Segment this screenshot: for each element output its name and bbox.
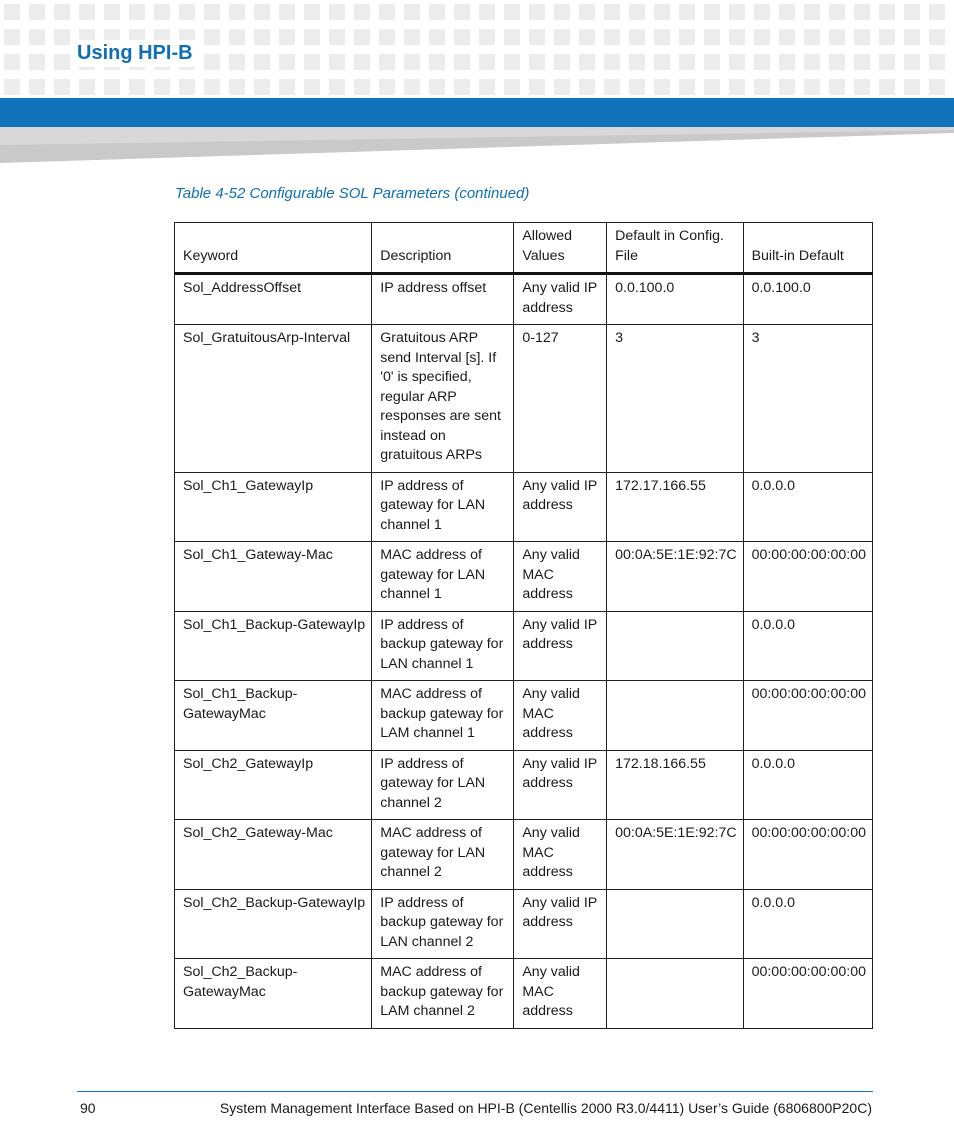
table-row	[175, 889, 873, 959]
table-cell: MAC address of gateway for LAN channel 1	[372, 542, 514, 612]
table-cell: Sol_Ch2_Backup-GatewayIp	[175, 889, 372, 959]
table-cell: Sol_Ch1_Gateway-Mac	[175, 542, 372, 612]
column-header: Built-in Default	[743, 223, 872, 274]
table-cell: Any valid IP address	[514, 750, 607, 820]
table-cell: 3	[743, 325, 872, 473]
table-cell: Any valid IP address	[514, 472, 607, 542]
table-cell: IP address of gateway for LAN channel 1	[372, 472, 514, 542]
table-cell: Sol_Ch1_Backup-GatewayIp	[175, 611, 372, 681]
table-cell: 0.0.0.0	[743, 472, 872, 542]
column-header: Allowed Values	[514, 223, 607, 274]
table-cell	[607, 959, 743, 1029]
table-cell: Any valid MAC address	[514, 542, 607, 612]
table-cell: IP address of backup gateway for LAN channel 2	[372, 889, 514, 959]
table-row	[175, 959, 873, 1029]
table-cell: Any valid MAC address	[514, 681, 607, 751]
table-cell: MAC address of backup gateway for LAM channel 1	[372, 681, 514, 751]
table-cell: 0.0.100.0	[743, 274, 872, 325]
table-cell: MAC address of backup gateway for LAM channel 2	[372, 959, 514, 1029]
table-cell: Sol_Ch2_GatewayIp	[175, 750, 372, 820]
table-row	[175, 750, 873, 820]
footer-rule	[77, 1091, 873, 1092]
table-cell: 0-127	[514, 325, 607, 473]
table-cell: IP address offset	[372, 274, 514, 325]
table-row	[175, 274, 873, 325]
table-cell: 3	[607, 325, 743, 473]
table-body	[175, 274, 873, 1029]
table-row	[175, 820, 873, 890]
table-cell: Sol_GratuitousArp-Interval	[175, 325, 372, 473]
column-header: Default in Config. File	[607, 223, 743, 274]
table-cell: Sol_Ch1_GatewayIp	[175, 472, 372, 542]
table-cell: Any valid IP address	[514, 611, 607, 681]
table-cell: 172.18.166.55	[607, 750, 743, 820]
table-cell: Any valid MAC address	[514, 959, 607, 1029]
table-cell: 0.0.0.0	[743, 611, 872, 681]
table-caption: Table 4-52 Configurable SOL Parameters (continued)	[175, 185, 530, 202]
page-number: 90	[80, 1100, 96, 1116]
table-cell: 00:00:00:00:00:00	[743, 959, 872, 1029]
header-blue-bar	[0, 98, 954, 127]
table-cell: IP address of gateway for LAN channel 2	[372, 750, 514, 820]
table-cell: Any valid IP address	[514, 889, 607, 959]
table-cell	[607, 889, 743, 959]
table-cell: Sol_Ch2_Backup-GatewayMac	[175, 959, 372, 1029]
column-header: Description	[372, 223, 514, 274]
table-cell: 00:00:00:00:00:00	[743, 542, 872, 612]
table-cell: Sol_Ch2_Gateway-Mac	[175, 820, 372, 890]
table-cell: Sol_Ch1_Backup-GatewayMac	[175, 681, 372, 751]
table-row	[175, 681, 873, 751]
table-cell: IP address of backup gateway for LAN channel 1	[372, 611, 514, 681]
column-header: Keyword	[175, 223, 372, 274]
table-header-row	[175, 223, 873, 274]
table-cell: Gratuitous ARP send Interval [s]. If '0' is specified, regular ARP responses are sent instead on gratuitous ARPs	[372, 325, 514, 473]
table-cell	[607, 681, 743, 751]
table-cell: Any valid MAC address	[514, 820, 607, 890]
table-row	[175, 325, 873, 473]
table-row	[175, 472, 873, 542]
table-cell: 172.17.166.55	[607, 472, 743, 542]
table-row	[175, 542, 873, 612]
header-swoosh	[0, 127, 954, 163]
table-cell: 00:00:00:00:00:00	[743, 820, 872, 890]
table-cell	[607, 611, 743, 681]
table-cell: Sol_AddressOffset	[175, 274, 372, 325]
table-cell: 00:00:00:00:00:00	[743, 681, 872, 751]
table-cell: 0.0.0.0	[743, 750, 872, 820]
table-cell: 00:0A:5E:1E:92:7C	[607, 820, 743, 890]
section-title: Using HPI-B	[77, 40, 197, 67]
table-cell: 00:0A:5E:1E:92:7C	[607, 542, 743, 612]
table-cell: 0.0.100.0	[607, 274, 743, 325]
table-cell: 0.0.0.0	[743, 889, 872, 959]
footer-text: System Management Interface Based on HPI-B (Centellis 2000 R3.0/4411) User’s Guide (6806800P20C)	[219, 1100, 872, 1116]
parameters-table	[174, 222, 873, 1029]
table-cell: Any valid IP address	[514, 274, 607, 325]
table-row	[175, 611, 873, 681]
table-cell: MAC address of gateway for LAN channel 2	[372, 820, 514, 890]
